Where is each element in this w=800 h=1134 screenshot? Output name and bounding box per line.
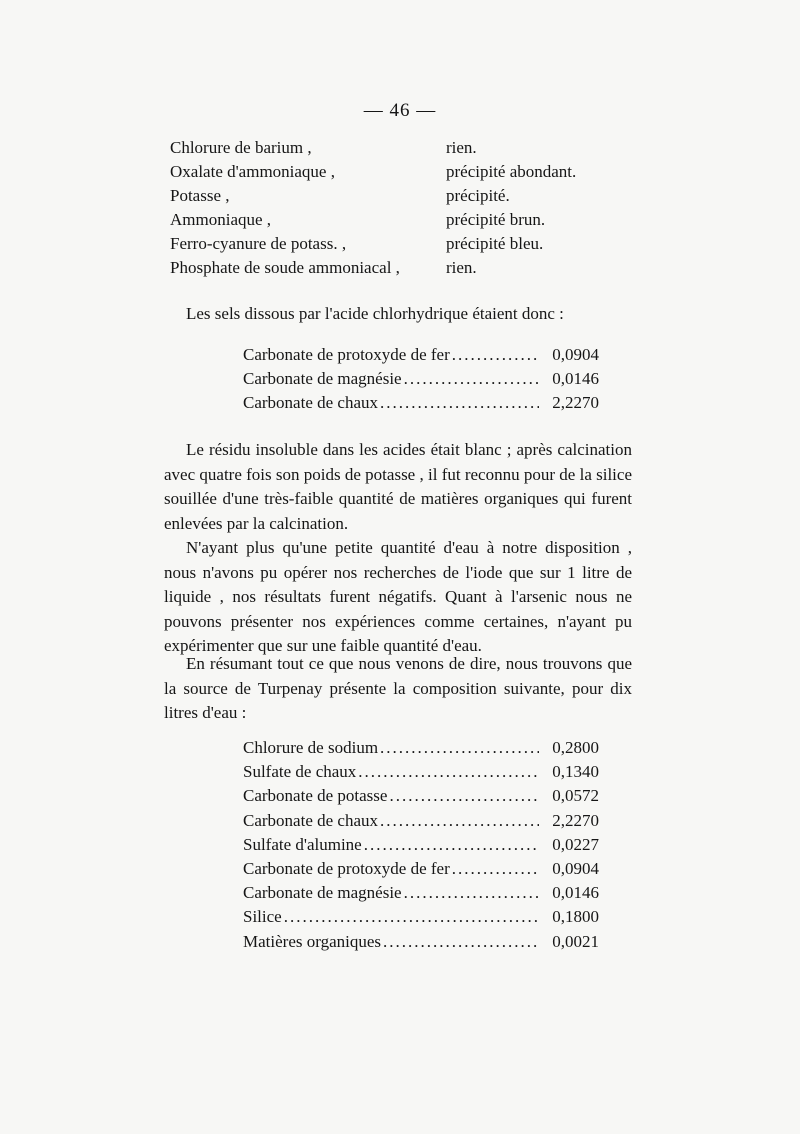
reagent-result: précipité abondant. [446, 162, 577, 181]
list-item-name: Carbonate de chaux [243, 810, 378, 830]
leader-dots [404, 881, 539, 905]
paragraph-resume: En résumant tout ce que nous venons de dire, nous trouvons que la source de Turpenay présente la composition suivante, pour dix litres d'eau : [164, 654, 632, 722]
reagent-name: Ammoniaque , [170, 210, 272, 229]
list-item-value: 0,0146 [552, 883, 599, 903]
list-item-value: 0,1340 [552, 762, 599, 782]
leader-dots [383, 930, 539, 954]
list-item [243, 857, 599, 881]
reagent-result: précipité. [446, 186, 510, 205]
leader-dots [404, 367, 539, 391]
reagent-row [170, 232, 630, 256]
paragraph-iode: N'ayant plus qu'une petite quantité d'eau à notre disposition , nous n'avons pu opérer nos recherches de l'iode que sur 1 litre de liquide , nos résultats furent négatifs. Quant à l'arsenic nous ne pouvons présenter nos expériences comme certaines, n'ayant pu expérimenter que sur une faible quantité d'eau. [164, 538, 632, 655]
list-item-value: 0,1800 [552, 907, 599, 927]
list-item-value: 0,0904 [552, 858, 599, 878]
list-item-value: 0,0904 [552, 345, 599, 364]
list-item-name: Carbonate de magnésie [243, 883, 402, 903]
leader-dots [380, 736, 539, 760]
list-item-name: Carbonate de magnésie [243, 369, 402, 389]
list-item-name: Carbonate de protoxyde de fer [243, 858, 450, 878]
list-item-name: Matières organiques [243, 931, 382, 951]
reagent-row [170, 184, 630, 208]
reagent-name: Phosphate de soude ammoniacal , [170, 258, 400, 277]
list-item [243, 736, 599, 760]
list-item-value: 0,0021 [552, 931, 599, 951]
list-item [243, 905, 599, 929]
sels-dissous-list [243, 343, 599, 416]
list-item [243, 784, 599, 808]
list-item-value: 2,2270 [552, 393, 599, 413]
list-item-name: Carbonate de protoxyde de fer [243, 345, 450, 364]
list-item-value: 0,0227 [552, 834, 599, 854]
leader-dots [380, 809, 539, 833]
leader-dots [380, 391, 539, 415]
list-item-name: Silice [243, 907, 282, 927]
list-item-value: 0,0572 [552, 786, 599, 806]
reagent-name: Oxalate d'ammoniaque , [170, 162, 335, 181]
list-item-name: Carbonate de potasse [243, 786, 388, 806]
reagent-row [170, 160, 630, 184]
leader-dots [389, 784, 539, 808]
list-item [243, 881, 599, 905]
reagent-row [170, 208, 630, 232]
reagent-result: rien. [446, 258, 477, 277]
reagent-result: rien. [446, 138, 477, 157]
leader-dots [364, 833, 539, 857]
list-item [243, 391, 599, 415]
list-item-name: Carbonate de chaux [243, 393, 378, 413]
page-number: — 46 — [363, 100, 437, 121]
reagent-row [170, 136, 630, 160]
leader-dots [284, 905, 539, 929]
paragraph-residu: Le résidu insoluble dans les acides était blanc ; après calcination avec quatre fois son poids de potasse , il fut reconnu pour de la silice souillée d'une très-faible quantité de matières organiques qui furent enlevées par la calcination. [164, 440, 632, 533]
list-item [243, 809, 599, 833]
list-item [243, 833, 599, 857]
reagent-table [170, 136, 630, 280]
list-item-value: 2,2270 [552, 810, 599, 830]
list-item-name: Sulfate d'alumine [243, 834, 362, 854]
list-item [243, 760, 599, 784]
paragraph-sels-intro: Les sels dissous par l'acide chlorhydrique étaient donc : [186, 304, 564, 323]
reagent-name: Ferro-cyanure de potass. , [170, 234, 347, 253]
list-item-value: 0,2800 [552, 738, 599, 757]
leader-dots [452, 343, 539, 367]
list-item-value: 0,0146 [552, 369, 599, 389]
list-item-name: Sulfate de chaux [243, 762, 357, 782]
reagent-result: précipité bleu. [446, 234, 544, 253]
reagent-result: précipité brun. [446, 210, 546, 229]
list-item [243, 930, 599, 954]
reagent-name: Potasse , [170, 186, 230, 205]
reagent-row [170, 256, 630, 280]
list-item-name: Chlorure de sodium [243, 738, 379, 757]
list-item [243, 367, 599, 391]
leader-dots [358, 760, 539, 784]
reagent-name: Chlorure de barium , [170, 138, 312, 157]
list-item [243, 343, 599, 367]
leader-dots [452, 857, 539, 881]
composition-list [243, 736, 599, 954]
